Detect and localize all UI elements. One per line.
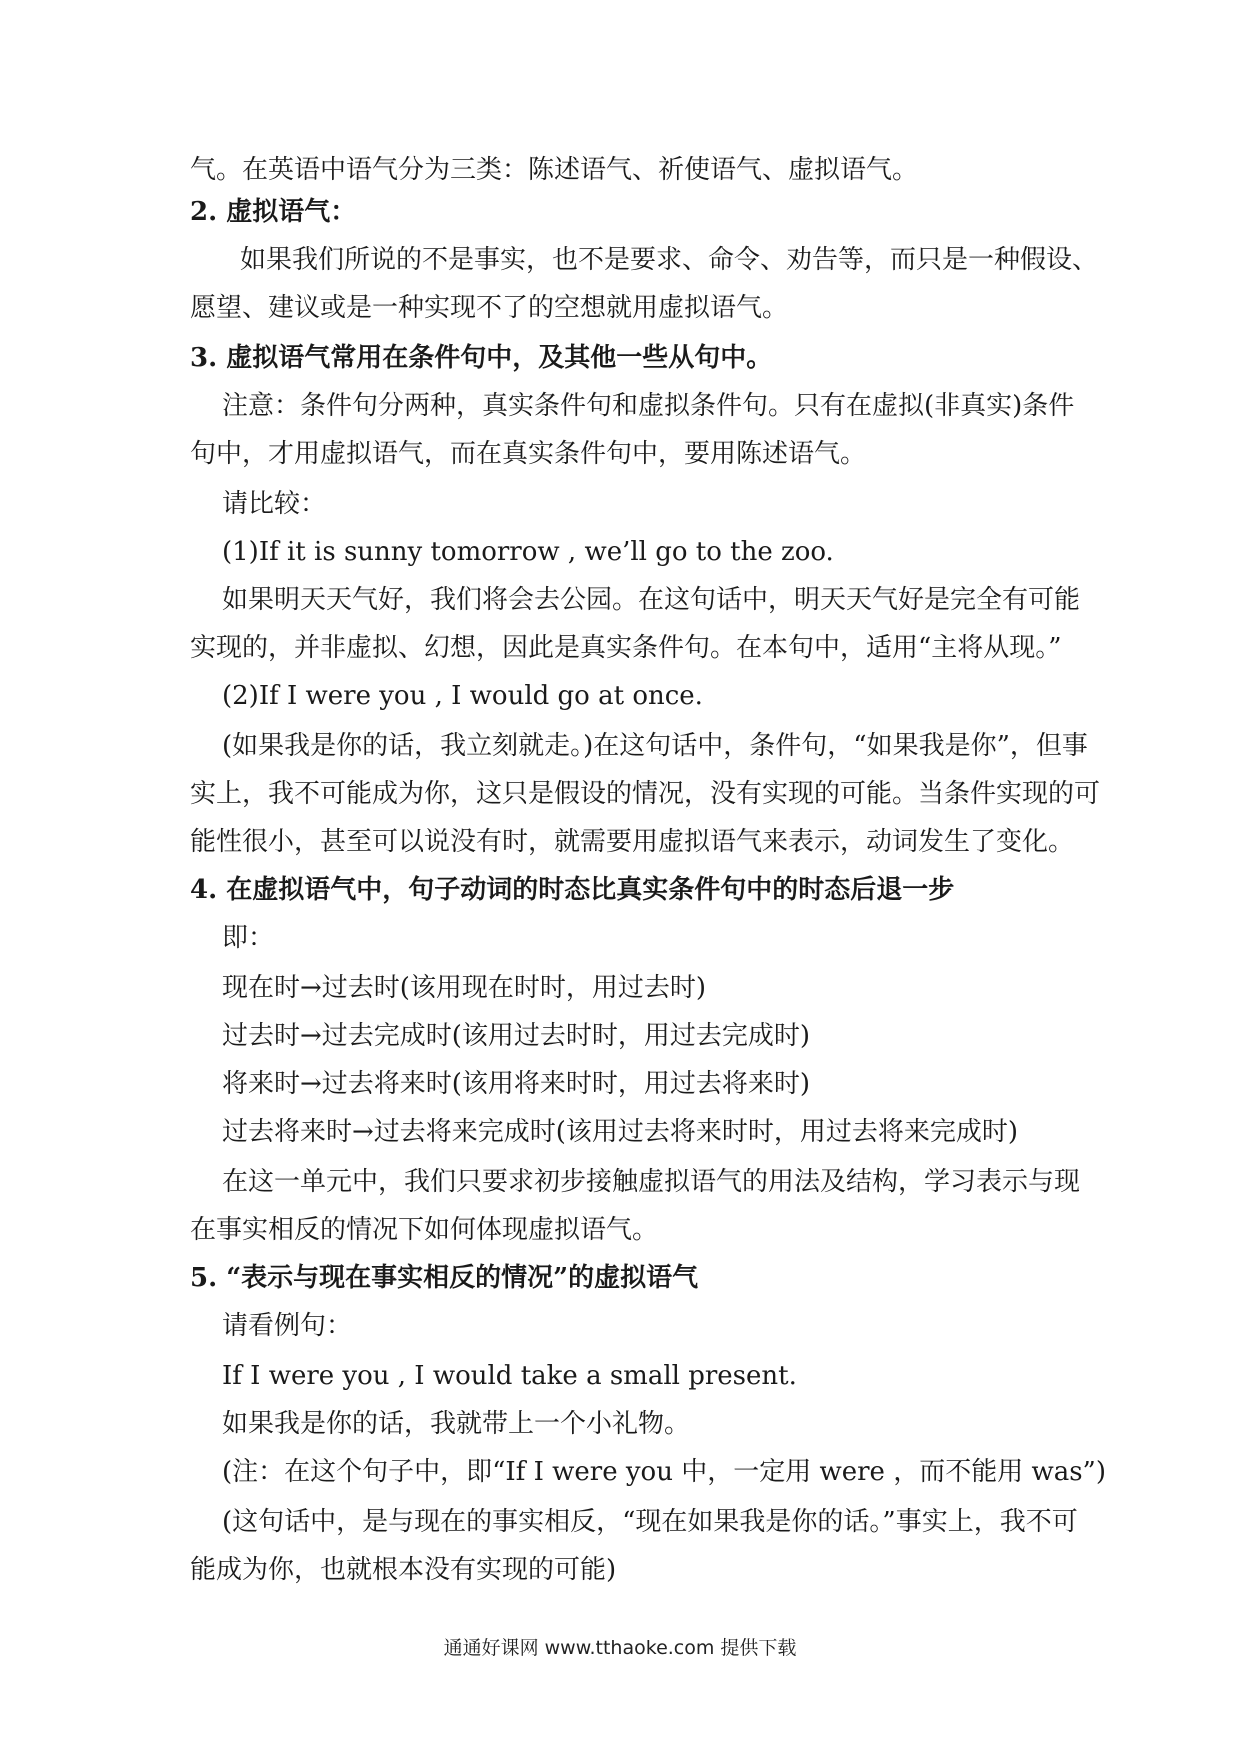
tense-rule: 过去将来时→过去将来完成时(该用过去将来时时，用过去将来完成时) (222, 1117, 1019, 1147)
paragraph-line: 如果我们所说的不是事实，也不是要求、命令、劝告等，而只是一种假设、 (240, 245, 1099, 275)
paragraph-line: 实现的，并非虚拟、幻想，因此是真实条件句。在本句中，适用“主将从现。” (190, 633, 1062, 663)
section-heading: 4. 在虚拟语气中，句子动词的时态比真实条件句中的时态后退一步 (190, 875, 955, 905)
section-heading: 2. 虚拟语气： (190, 197, 357, 227)
paragraph-line: 如果我是你的话，我就带上一个小礼物。 (222, 1409, 691, 1439)
paragraph-line: 如果明天天气好，我们将会去公园。在这句话中，明天天气好是完全有可能 (222, 585, 1081, 615)
paragraph-line: (注：在这个句子中，即“If I were you 中，一定用 were ，而不能用 was”) (222, 1457, 1106, 1487)
paragraph-line: 请看例句： (222, 1311, 353, 1341)
paragraph-line: 请比较： (222, 489, 327, 519)
tense-rule: 将来时→过去将来时(该用将来时时，用过去将来时) (222, 1069, 811, 1099)
paragraph-line: 即： (222, 923, 275, 953)
paragraph-line: 能性很小，甚至可以说没有时，就需要用虚拟语气来表示，动词发生了变化。 (190, 827, 1075, 857)
paragraph-line: 注意：条件句分两种，真实条件句和虚拟条件句。只有在虚拟(非真实)条件 (222, 391, 1075, 421)
example-sentence: (2)If I were you , I would go at once. (222, 681, 703, 711)
example-sentence: If I were you , I would take a small present. (222, 1361, 797, 1391)
paragraph-line: 句中，才用虚拟语气，而在真实条件句中，要用陈述语气。 (190, 439, 867, 469)
section-heading: 5. “表示与现在事实相反的情况”的虚拟语气 (190, 1263, 699, 1293)
paragraph-line: 气。在英语中语气分为三类：陈述语气、祈使语气、虚拟语气。 (190, 155, 919, 185)
paragraph-line: (这句话中，是与现在的事实相反，“现在如果我是你的话。”事实上，我不可 (222, 1507, 1078, 1537)
paragraph-line: 在事实相反的情况下如何体现虚拟语气。 (190, 1215, 659, 1245)
paragraph-line: 愿望、建议或是一种实现不了的空想就用虚拟语气。 (190, 293, 789, 323)
page-footer: 通通好课网 www.tthaoke.com 提供下载 (443, 1637, 797, 1659)
paragraph-line: (如果我是你的话，我立刻就走。)在这句话中，条件句，“如果我是你”，但事 (222, 731, 1088, 761)
paragraph-line: 在这一单元中，我们只要求初步接触虚拟语气的用法及结构，学习表示与现 (222, 1167, 1081, 1197)
paragraph-line: 实上，我不可能成为你，这只是假设的情况，没有实现的可能。当条件实现的可 (190, 779, 1101, 809)
tense-rule: 现在时→过去时(该用现在时时，用过去时) (222, 973, 707, 1003)
tense-rule: 过去时→过去完成时(该用过去时时，用过去完成时) (222, 1021, 811, 1051)
section-heading: 3. 虚拟语气常用在条件句中，及其他一些从句中。 (190, 343, 773, 373)
paragraph-line: 能成为你，也就根本没有实现的可能) (190, 1555, 617, 1585)
example-sentence: (1)If it is sunny tomorrow , we’ll go to the zoo. (222, 537, 834, 567)
